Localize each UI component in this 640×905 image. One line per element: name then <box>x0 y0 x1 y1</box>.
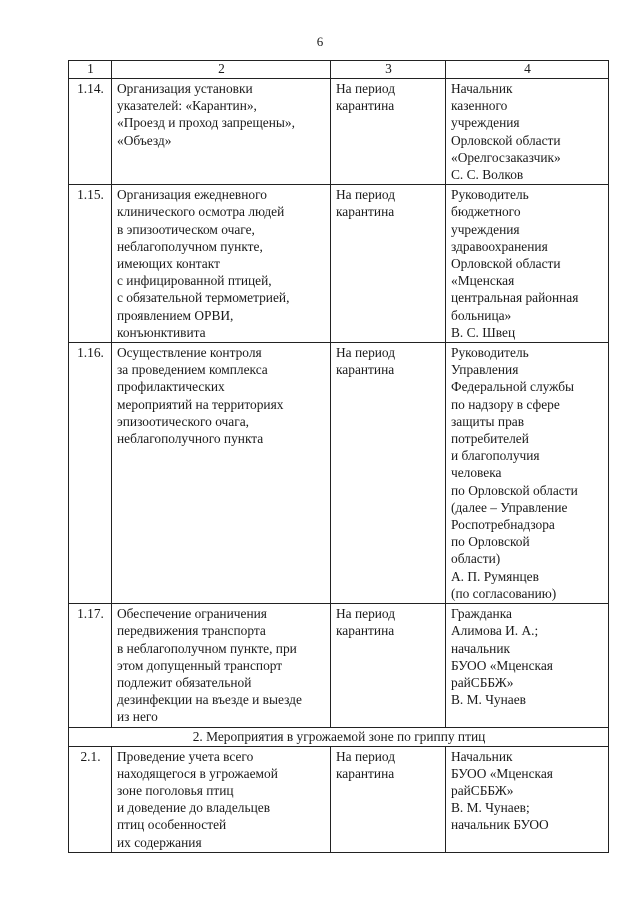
measure-cell: Осуществление контроля за проведением комплекса профилактических мероприятий на территориях эпизоотического очага, неблагополучного пункта <box>112 343 331 604</box>
table-header-row <box>69 61 609 79</box>
column-header: 4 <box>446 61 609 79</box>
measure-cell: Обеспечение ограничения передвижения транспорта в неблагополучном пункте, при этом допущенный транспорт подлежит обязательной дезинфекции на въезде и выезде из него <box>112 604 331 727</box>
table-row <box>69 185 609 343</box>
row-number: 1.14. <box>69 79 112 185</box>
responsible-cell: Руководитель бюджетного учреждения здравоохранения Орловской области «Мценская центральная районная больница» В. С. Швец <box>446 185 609 343</box>
table-row <box>69 604 609 727</box>
row-number: 1.16. <box>69 343 112 604</box>
measure-cell: Организация ежедневного клинического осмотра людей в эпизоотическом очаге, неблагополучном пункте, имеющих контакт с инфицированной птицей, с обязательной термометрией, проявлением ОРВИ, конъюнктивита <box>112 185 331 343</box>
responsible-cell: Руководитель Управления Федеральной службы по надзору в сфере защиты прав потребителей и благополучия человека по Орловской области (далее – Управление Роспотребнадзора по Орловской области) А. П. Румянцев (по согласованию) <box>446 343 609 604</box>
column-header: 2 <box>112 61 331 79</box>
term-cell: На период карантина <box>331 343 446 604</box>
responsible-cell: Гражданка Алимова И. А.; начальник БУОО «Мценская райСББЖ» В. М. Чунаев <box>446 604 609 727</box>
term-cell: На период карантина <box>331 79 446 185</box>
column-header: 1 <box>69 61 112 79</box>
page-number: 6 <box>316 34 324 49</box>
row-number: 1.15. <box>69 185 112 343</box>
row-number: 2.1. <box>69 746 112 852</box>
section-title: 2. Мероприятия в угрожаемой зоне по гриппу птиц <box>69 727 609 746</box>
term-cell: На период карантина <box>331 185 446 343</box>
term-cell: На период карантина <box>331 604 446 727</box>
measure-cell: Проведение учета всего находящегося в угрожаемой зоне поголовья птиц и доведение до владельцев птиц особенностей их содержания <box>112 746 331 852</box>
measures-table <box>68 60 609 853</box>
measure-cell: Организация установки указателей: «Карантин», «Проезд и проход запрещены», «Объезд» <box>112 79 331 185</box>
table-row <box>69 343 609 604</box>
responsible-cell: Начальник казенного учреждения Орловской области «Орелгосзаказчик» С. С. Волков <box>446 79 609 185</box>
term-cell: На период карантина <box>331 746 446 852</box>
responsible-cell: Начальник БУОО «Мценская райСББЖ» В. М. Чунаев; начальник БУОО <box>446 746 609 852</box>
column-header: 3 <box>331 61 446 79</box>
section-heading-row <box>69 727 609 746</box>
table-row <box>69 79 609 185</box>
table-row <box>69 746 609 852</box>
row-number: 1.17. <box>69 604 112 727</box>
